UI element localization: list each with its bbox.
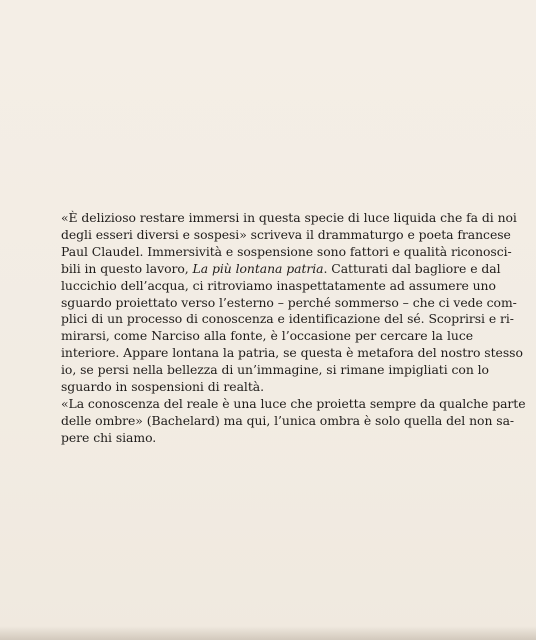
text-line: sguardo in sospensioni di realtà.	[61, 379, 264, 395]
text-line: io, se persi nella bellezza di un’immagine, si rimane impigliati con lo	[61, 362, 489, 378]
text-line: delle ombre» (Bachelard) ma qui, l’unica ombra è solo quella del non sa-	[61, 412, 515, 428]
text-line: Paul Claudel. Immersività e sospensione sono fattori e qualità riconosci-	[61, 243, 512, 259]
text-line: luccichio dell’acqua, ci ritroviamo inaspettatamente ad assumere uno	[61, 277, 496, 293]
text-line: pere chi siamo.	[61, 429, 157, 445]
page-edge-shadow	[0, 626, 536, 640]
text-line: «La conoscenza del reale è una luce che proietta sempre da qualche parte	[61, 395, 526, 411]
body-text	[61, 210, 526, 447]
text-line: bili in questo lavoro, La più lontana patria. Catturati dal bagliore e dal	[61, 260, 501, 276]
text-line: sguardo proiettato verso l’esterno – perché sommerso – che ci vede com-	[61, 294, 517, 310]
text-line: mirarsi, come Narciso alla fonte, è l’occasione per cercare la luce	[61, 328, 473, 344]
text-line: interiore. Appare lontana la patria, se questa è metafora del nostro stesso	[61, 345, 523, 361]
text-line: degli esseri diversi e sospesi» scriveva il drammaturgo e poeta francese	[61, 226, 511, 242]
text-line: «È delizioso restare immersi in questa specie di luce liquida che fa di noi	[61, 210, 517, 225]
text-line: plici di un processo di conoscenza e identificazione del sé. Scoprirsi e ri-	[61, 311, 514, 327]
work-title: La più lontana patria	[192, 260, 324, 276]
